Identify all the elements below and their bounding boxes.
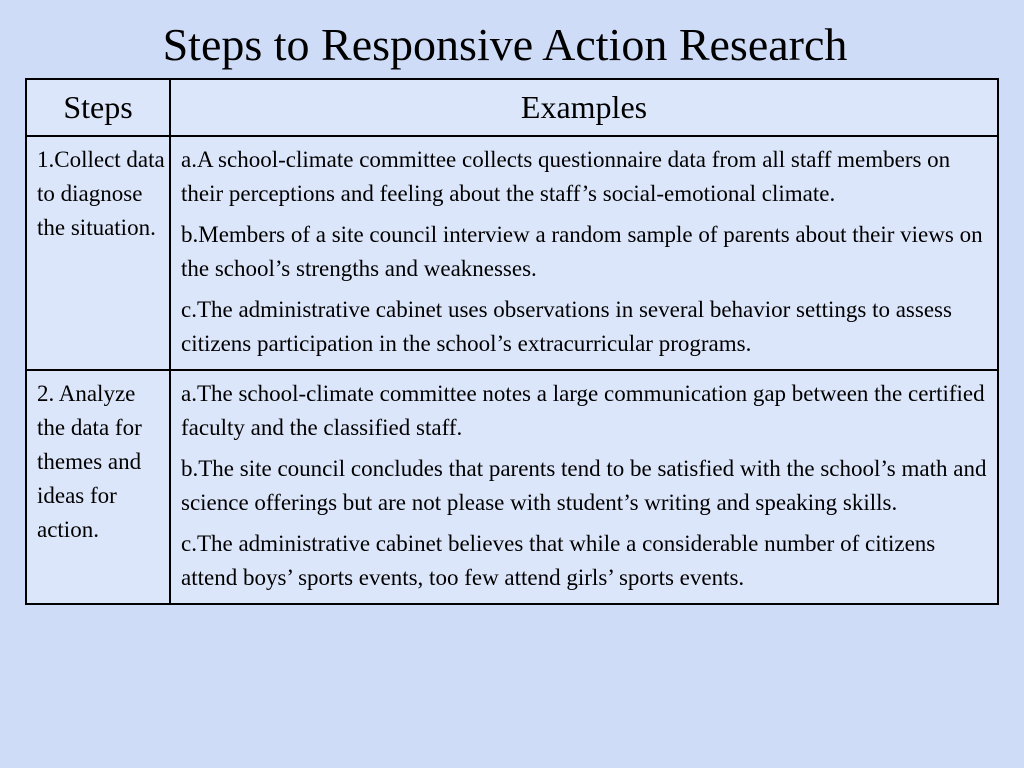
- example-item: c.The administrative cabinet uses observations in several behavior settings to assess citizens participation in the school’s extracurricular programs.: [181, 297, 952, 356]
- example-item: c.The administrative cabinet believes that while a considerable number of citizens attend boys’ sports events, too few attend girls’ sports events.: [181, 531, 936, 590]
- slide-title: Steps to Responsive Action Research: [162, 19, 848, 70]
- steps-table: [25, 78, 999, 605]
- examples-cell: [170, 136, 998, 370]
- header-examples: Examples: [170, 79, 998, 136]
- example-item: b.Members of a site council interview a random sample of parents about their views on the school’s strengths and weaknesses.: [181, 222, 983, 281]
- example-item: a.The school-climate committee notes a large communication gap between the certified faculty and the classified staff.: [181, 381, 985, 440]
- example-item: a.A school-climate committee collects questionnaire data from all staff members on their perceptions and feeling about the staff’s social-emotional climate.: [181, 147, 951, 206]
- step-cell: 2. Analyze the data for themes and ideas for action.: [26, 370, 170, 604]
- example-item: b.The site council concludes that parents tend to be satisfied with the school’s math and science offerings but are not please with student’s writing and speaking skills.: [181, 456, 987, 515]
- step-cell: 1.Collect data to diagnose the situation.: [26, 136, 170, 370]
- table-row: [26, 136, 998, 370]
- examples-cell: [170, 370, 998, 604]
- header-steps: Steps: [26, 79, 170, 136]
- table-row: [26, 370, 998, 604]
- table-header-row: [26, 79, 998, 136]
